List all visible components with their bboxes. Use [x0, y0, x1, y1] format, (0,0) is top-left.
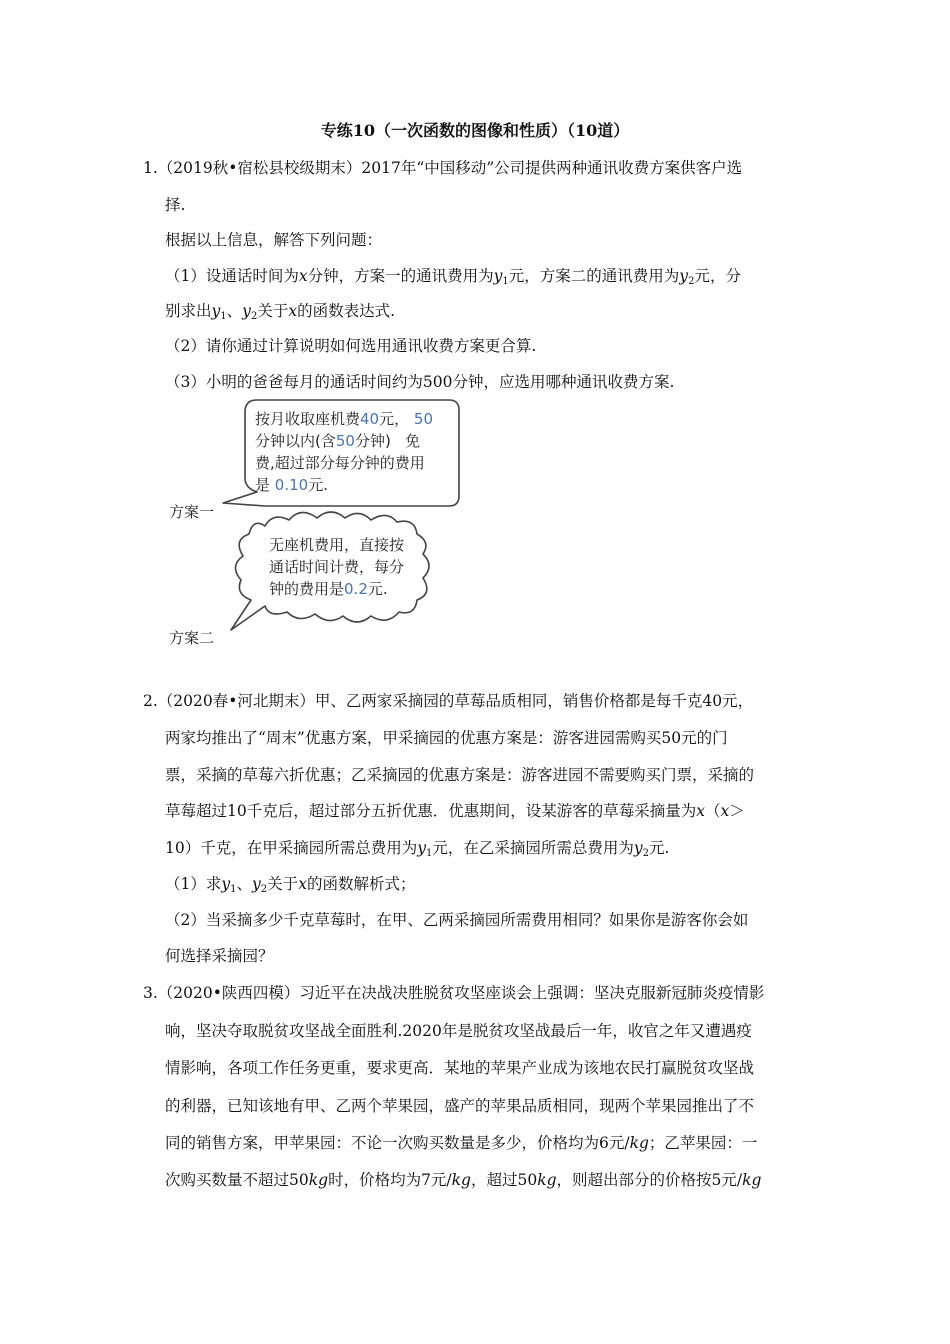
q3-line-3: 情影响，各项工作任务更重，要求更高．某地的苹果产业成为该地农民打赢脱贫攻坚战: [165, 1059, 755, 1077]
subscript: 2: [260, 884, 268, 895]
unit-kg: kg: [742, 1171, 762, 1189]
q2-part-2: （2）当采摘多少千克草莓时，在甲、乙两采摘园所需费用相同？如果你是游客你会如: [165, 911, 749, 929]
var-y: y: [211, 302, 221, 320]
q3-line-6: [165, 1168, 761, 1190]
q3-line-5: [165, 1131, 757, 1153]
subscript: 1: [502, 276, 509, 287]
bubble-1-line-2: [255, 430, 433, 452]
subscript: 1: [426, 848, 433, 859]
subscript: 2: [250, 311, 258, 322]
q1-part-2: （2）请你通过计算说明如何选用通讯收费方案更合算.: [165, 337, 537, 355]
text: （1）求: [165, 875, 222, 893]
text: 、: [226, 302, 243, 320]
text: 同的销售方案，甲苹果园：不论一次购买数量是多少，价格均为6元/: [165, 1134, 630, 1152]
subscript: 1: [230, 884, 237, 895]
text: （1）设通话时间为: [165, 267, 299, 285]
q2-line-2: 两家均推出了“周末”优惠方案，甲采摘园的优惠方案是：游客进园需购买50元的门: [165, 729, 728, 747]
number: 0.2: [344, 580, 368, 598]
text: 元.: [367, 580, 388, 598]
bubble-1-line-4: [255, 474, 433, 496]
text: 次购买数量不超过50: [165, 1171, 309, 1189]
var-y: y: [242, 302, 251, 320]
bubble-2-line-2: 通话时间计费，每分: [269, 558, 405, 576]
text: 时，价格均为7元/: [328, 1171, 452, 1189]
text: 10）千克，在甲采摘园所需总费用为: [165, 839, 418, 857]
bubble-2-text: [269, 534, 404, 600]
text: 分钟以内(含: [255, 432, 336, 450]
var-x: x: [298, 875, 307, 893]
q1-line-2: 择.: [165, 196, 186, 214]
q1-part-3: （3）小明的爸爸每月的通话时间约为500分钟，应选用哪种通讯收费方案.: [165, 373, 675, 391]
text: 关于: [267, 875, 299, 893]
text: 按月收取座机费: [255, 410, 361, 428]
text: 、: [236, 875, 253, 893]
text: 钟的费用是: [269, 580, 345, 598]
q2-line-4: [165, 799, 745, 821]
var-y: y: [633, 839, 643, 857]
var-y: y: [221, 875, 231, 893]
page-title: 专练10（一次函数的图像和性质）（10道）: [320, 121, 630, 140]
unit-kg: kg: [451, 1171, 471, 1189]
q2-line-3: 票，采摘的草莓六折优惠；乙采摘园的优惠方案是：游客进园不需要购买门票，采摘的: [165, 766, 755, 784]
q1-line-1: 1.（2019秋•宿松县校级期末）2017年“中国移动”公司提供两种通讯收费方案供客户选: [143, 159, 743, 177]
q3-line-4: 的利器，已知该地有甲、乙两个苹果园，盛产的苹果品质相同，现两个苹果园推出了不: [165, 1097, 755, 1115]
var-x: x: [720, 802, 730, 820]
q3-line-2: 响，坚决夺取脱贫攻坚战全面胜利.2020年是脱贫攻坚战最后一年，收官之年又遭遇疫: [165, 1022, 752, 1040]
q2-line-1: 2.（2020春•河北期末）甲、乙两家采摘园的草莓品质相同，销售价格都是每千克40元，: [143, 692, 754, 710]
number: 50: [413, 410, 433, 428]
text: ，则超出部分的价格按5元/: [556, 1171, 743, 1189]
bubble-2-line-3: [269, 578, 404, 600]
plan-figure: [165, 398, 485, 658]
number: 0.10: [274, 476, 309, 494]
text: 元，分: [694, 267, 741, 285]
var-y: y: [252, 875, 261, 893]
text: （: [704, 802, 721, 820]
bubble-2-line-1: 无座机费用，直接按: [269, 536, 405, 554]
number: 40: [360, 410, 380, 428]
text: ＞: [729, 802, 745, 820]
text: 草莓超过10千克后，超过部分五折优惠．优惠期间，设某游客的草莓采摘量为: [165, 802, 697, 820]
text: ，超过50: [470, 1171, 538, 1189]
q2-part-2-cont: 何选择采摘园？: [165, 947, 274, 965]
text: 元，方案二的通讯费用为: [508, 267, 680, 285]
subscript: 2: [642, 848, 650, 859]
var-x: x: [696, 802, 705, 820]
text: 元，在乙采摘园所需总费用为: [432, 839, 634, 857]
text: 别求出: [165, 302, 212, 320]
var-x: x: [288, 302, 298, 320]
var-y: y: [679, 267, 689, 285]
plan-2-label: 方案二: [169, 629, 215, 647]
bubble-1-text: [255, 408, 433, 496]
subscript: 2: [688, 276, 695, 287]
text: 免: [405, 432, 421, 450]
text: 的函数表达式.: [297, 302, 396, 320]
text: 分钟): [354, 432, 391, 450]
text: 分钟，方案一的通讯费用为: [307, 267, 494, 285]
text: 元，: [379, 410, 410, 428]
text: ；乙苹果园：一: [648, 1134, 758, 1152]
bubble-1-line-1: [255, 408, 433, 430]
number: 50: [335, 432, 355, 450]
q1-line-3: 根据以上信息，解答下列问题：: [165, 231, 383, 249]
plan-1-label: 方案一: [169, 503, 215, 521]
q3-line-1: 3.（2020•陕西四模）习近平在决战决胜脱贫攻坚座谈会上强调：坚决克服新冠肺炎疫情影: [143, 984, 765, 1002]
q2-part-1: [165, 872, 415, 895]
unit-kg: kg: [629, 1134, 649, 1152]
text: 元.: [649, 839, 670, 857]
q1-part-1: [165, 264, 741, 287]
bubble-1-line-3: 费,超过部分每分钟的费用: [255, 454, 425, 472]
subscript: 1: [220, 311, 227, 322]
unit-kg: kg: [308, 1171, 329, 1189]
var-x: x: [298, 267, 308, 285]
text: 是: [255, 476, 275, 494]
unit-kg: kg: [537, 1171, 557, 1189]
var-y: y: [493, 267, 503, 285]
text: 元.: [308, 476, 328, 494]
var-y: y: [417, 839, 426, 857]
q2-line-5: [165, 836, 669, 859]
text: 关于: [257, 302, 289, 320]
q1-part-1-cont: [165, 299, 395, 322]
text: 的函数解析式；: [306, 875, 416, 893]
